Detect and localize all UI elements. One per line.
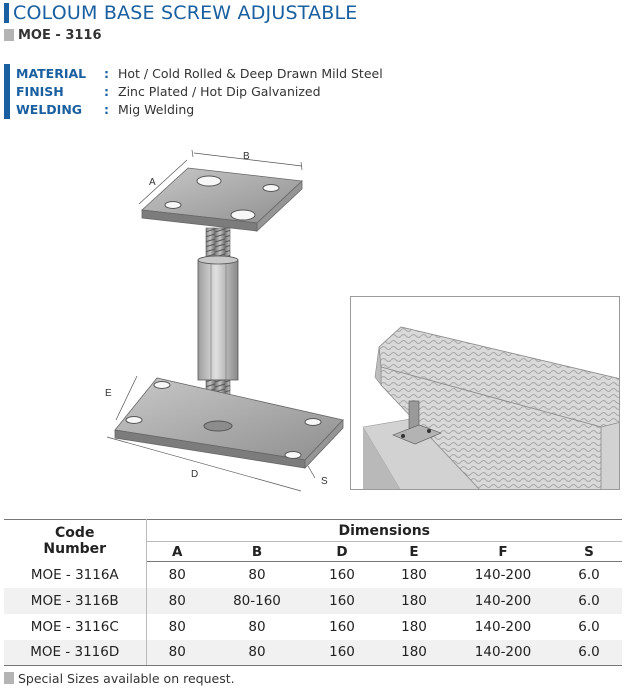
code-square-bullet (4, 29, 14, 41)
table-cell: 160 (306, 640, 378, 666)
table-cell: 180 (378, 640, 450, 666)
spec-label: FINISH (16, 83, 64, 99)
dim-label-e: E (105, 388, 112, 399)
table-cell: 160 (329, 566, 355, 583)
title-accent-bar (4, 3, 9, 23)
dimensions-header: Dimensions (146, 520, 622, 542)
column-header: B (208, 542, 306, 562)
table-cell: 160 (306, 588, 378, 614)
table-cell: 80 (248, 566, 266, 583)
table-cell: 80 (146, 640, 208, 666)
product-code-row (4, 27, 102, 43)
dim-label-d: D (191, 469, 199, 480)
table-cell-code: MOE - 3116C (4, 614, 146, 640)
title-row (4, 2, 357, 24)
code-number-header (4, 520, 146, 562)
table-cell: 140-200 (474, 618, 532, 635)
column-header: A (146, 542, 208, 562)
installation-illustration (351, 297, 620, 490)
table-row (4, 562, 622, 588)
table-cell-code: MOE - 3116B (4, 588, 146, 614)
spec-label: MATERIAL (16, 65, 87, 81)
table-cell: 6.0 (556, 640, 622, 666)
table-cell: 80 (168, 618, 186, 635)
spec-label: WELDING (16, 101, 83, 117)
dimensions-table (4, 519, 622, 666)
dim-label-s: S (321, 476, 328, 487)
table-cell: 180 (401, 618, 427, 635)
special-sizes-note (4, 669, 235, 687)
spec-value: Hot / Cold Rolled & Deep Drawn Mild Steel (118, 65, 383, 81)
number-header-line: Number (43, 540, 107, 557)
spec-row-finish (16, 82, 321, 100)
dim-label-b: B (243, 151, 250, 162)
spec-list (4, 64, 424, 119)
column-header: E (378, 542, 450, 562)
table-cell: 140-200 (474, 566, 532, 583)
top-plate (142, 168, 302, 231)
table-cell: 80 (248, 618, 266, 635)
table-cell: 6.0 (578, 566, 600, 583)
table-row (4, 588, 622, 614)
table-cell: 140-200 (450, 588, 556, 614)
table-header-row (4, 520, 622, 542)
table-cell: 6.0 (578, 618, 600, 635)
note-square-bullet (4, 672, 14, 684)
column-header: F (450, 542, 556, 562)
table-cell-code: MOE - 3116D (4, 640, 146, 666)
table-cell-code: MOE - 3116A (4, 562, 146, 588)
installation-inset (350, 296, 620, 490)
spec-accent-bar (4, 64, 10, 119)
table-row (4, 640, 622, 666)
table-cell: 80 (146, 588, 208, 614)
table-row (4, 614, 622, 640)
upper-screw (206, 228, 230, 260)
spec-row-welding (16, 100, 194, 118)
product-code: MOE - 3116 (18, 27, 102, 43)
spec-colon: : (104, 65, 109, 81)
product-drawing (95, 148, 350, 498)
spec-colon: : (104, 83, 109, 99)
spec-colon: : (104, 101, 109, 117)
table-cell: 160 (329, 618, 355, 635)
table-cell: 80 (168, 566, 186, 583)
note-text: Special Sizes available on request. (18, 670, 235, 686)
hex-coupling (198, 256, 238, 380)
spec-value: Zinc Plated / Hot Dip Galvanized (118, 83, 321, 99)
table-cell: 180 (401, 566, 427, 583)
spec-row-material (16, 64, 383, 82)
column-header: D (306, 542, 378, 562)
table-cell: 80 (208, 640, 306, 666)
dim-label-a: A (149, 177, 156, 188)
page-title: COLOUM BASE SCREW ADJUSTABLE (13, 2, 358, 24)
table-cell: 80-160 (208, 588, 306, 614)
code-header-line: Code (55, 524, 95, 541)
column-header: S (556, 542, 622, 562)
table-cell: 180 (378, 588, 450, 614)
table-cell: 140-200 (450, 640, 556, 666)
spec-value: Mig Welding (118, 101, 195, 117)
table-cell: 6.0 (556, 588, 622, 614)
